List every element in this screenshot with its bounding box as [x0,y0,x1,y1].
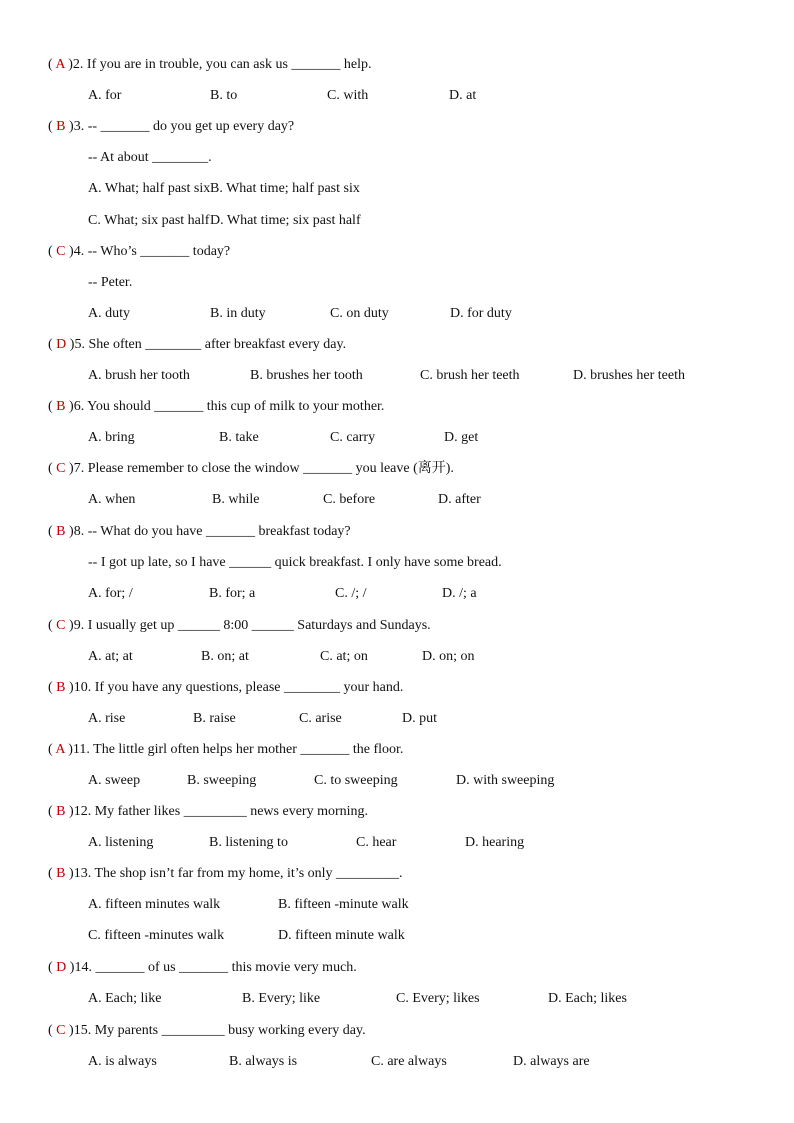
answer-letter: C [56,1023,66,1038]
option-b: B. in duty [210,306,266,322]
question-text: -- What do you have _______ breakfast today? [87,524,351,539]
option-a: A. rise [88,711,126,727]
question-number: 8. [73,524,85,539]
question-number: 15. [73,1023,92,1038]
option-b: B. Every; like [242,991,321,1007]
option-c: C. brush her teeth [420,368,520,384]
question-text: My father likes _________ news every morning. [94,804,369,819]
option-c: C. with [327,88,369,104]
option-c: C. What; six past half [88,212,210,228]
question-stem: ( B )12. My father likes _________ news every morning. [48,804,369,819]
option-b: B. always is [229,1054,298,1070]
question-number: 7. [73,461,85,476]
question-stem: ( A )11. The little girl often helps her mother _______ the floor. [48,742,404,757]
option-a: A. at; at [88,649,133,665]
option-a: A. for [88,88,122,104]
option-c: C. fifteen -minutes walk [88,928,225,944]
option-c: C. to sweeping [314,773,398,789]
question-stem: ( D )14. _______ of us _______ this movie very much. [48,960,357,975]
answer-letter: B [56,399,66,414]
question-text: The little girl often helps her mother _______ the floor. [93,742,404,757]
option-c: C. on duty [330,306,389,322]
question-text: If you have any questions, please ________ your hand. [94,680,404,695]
question-text: -- Who’s _______ today? [87,244,231,259]
question-text: Please remember to close the window _______ you leave (离开). [87,461,454,476]
question-stem: ( C )9. I usually get up ______ 8:00 ______ Saturdays and Sundays. [48,618,431,633]
question-text: -- _______ do you get up every day? [87,119,295,134]
question-stem: ( C )7. Please remember to close the window _______ you leave (离开). [48,461,454,476]
option-d: D. brushes her teeth [573,368,685,384]
option-d: D. What time; six past half [210,212,361,228]
answer-letter: D [56,960,67,975]
option-a: A. brush her tooth [88,368,190,384]
option-c: C. are always [371,1054,447,1070]
option-b: B. raise [193,711,236,727]
dialogue-line: -- I got up late, so I have ______ quick breakfast. I only have some bread. [88,555,502,571]
question-number: 13. [73,866,92,881]
question-stem: ( B )6. You should _______ this cup of milk to your mother. [48,399,385,414]
option-d: D. for duty [450,306,512,322]
option-a: A. is always [88,1054,157,1070]
answer-letter: B [56,866,66,881]
answer-letter: D [56,337,67,352]
option-b: B. listening to [209,835,288,851]
option-a: A. sweep [88,773,141,789]
question-stem: ( A )2. If you are in trouble, you can ask us _______ help. [48,57,372,72]
option-a: A. fifteen minutes walk [88,897,221,913]
option-d: D. at [449,88,477,104]
option-c: C. /; / [335,586,367,602]
option-d: D. put [402,711,437,727]
question-number: 4. [73,244,85,259]
question-number: 5. [74,337,85,352]
question-text: I usually get up ______ 8:00 ______ Saturdays and Sundays. [87,618,431,633]
dialogue-line: -- At about ________. [88,150,212,166]
option-a: A. bring [88,430,135,446]
answer-letter: A [55,57,65,72]
question-text: My parents _________ busy working every day. [94,1023,366,1038]
option-d: D. with sweeping [456,773,555,789]
question-stem: ( B )13. The shop isn’t far from my home, it’s only _________. [48,866,403,881]
question-text: If you are in trouble, you can ask us _______ help. [86,57,372,72]
option-c: C. before [323,492,376,508]
option-a: A. listening [88,835,154,851]
option-c: C. hear [356,835,397,851]
option-d: D. after [438,492,481,508]
option-b: B. while [212,492,260,508]
answer-letter: C [56,461,66,476]
question-stem: ( B )10. If you have any questions, please ________ your hand. [48,680,404,695]
question-text: The shop isn’t far from my home, it’s only _________. [94,866,403,881]
answer-letter: C [56,618,66,633]
option-b: B. brushes her tooth [250,368,363,384]
option-a: A. when [88,492,136,508]
option-c: C. arise [299,711,342,727]
answer-letter: A [55,742,65,757]
option-b: B. fifteen -minute walk [278,897,409,913]
option-a: A. for; / [88,586,133,602]
option-a: A. What; half past six [88,181,211,197]
option-b: B. take [219,430,259,446]
option-a: A. Each; like [88,991,162,1007]
question-stem: ( B )8. -- What do you have _______ breakfast today? [48,524,351,539]
option-b: B. What time; half past six [210,181,360,197]
question-number: 14. [74,960,92,975]
option-d: D. /; a [442,586,477,602]
option-d: D. Each; likes [548,991,627,1007]
option-d: D. always are [513,1054,590,1070]
option-d: D. get [444,430,479,446]
option-b: B. to [210,88,238,104]
option-b: B. on; at [201,649,249,665]
question-number: 2. [72,57,84,72]
question-text: She often ________ after breakfast every day. [88,337,347,352]
option-d: D. hearing [465,835,525,851]
option-c: C. carry [330,430,376,446]
option-d: D. fifteen minute walk [278,928,405,944]
option-d: D. on; on [422,649,475,665]
question-stem: ( D )5. She often ________ after breakfast every day. [48,337,347,352]
question-number: 6. [73,399,85,414]
answer-letter: C [56,244,66,259]
option-b: B. for; a [209,586,256,602]
question-stem: ( B )3. -- _______ do you get up every day? [48,119,295,134]
answer-letter: B [56,804,66,819]
answer-letter: B [56,680,66,695]
option-b: B. sweeping [187,773,257,789]
question-number: 3. [73,119,85,134]
question-number: 12. [73,804,92,819]
dialogue-line: -- Peter. [88,275,133,291]
question-stem: ( C )15. My parents _________ busy working every day. [48,1023,366,1038]
option-a: A. duty [88,306,130,322]
answer-letter: B [56,119,66,134]
answer-letter: B [56,524,66,539]
option-c: C. Every; likes [396,991,480,1007]
question-number: 10. [73,680,92,695]
question-stem: ( C )4. -- Who’s _______ today? [48,244,231,259]
question-text: _______ of us _______ this movie very much. [95,960,357,975]
question-number: 9. [73,618,85,633]
option-c: C. at; on [320,649,368,665]
question-text: You should _______ this cup of milk to your mother. [87,399,385,414]
question-number: 11. [72,742,90,757]
